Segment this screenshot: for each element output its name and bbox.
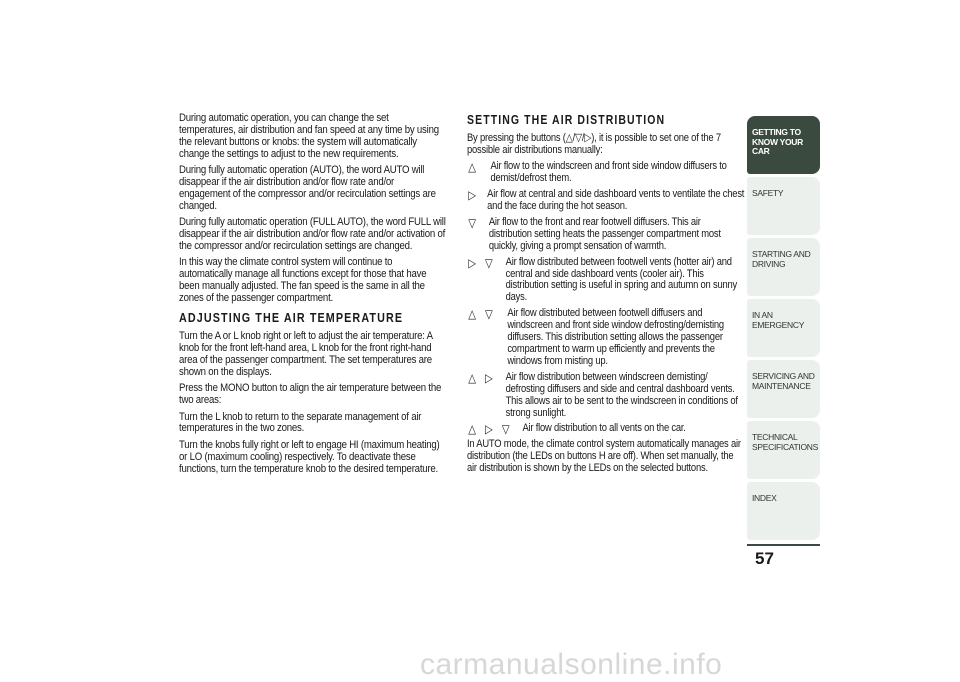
distribution-item-footwell-dashboard [467, 257, 744, 305]
paragraph: During automatic operation, you can change the set temperatures, air distribution and fan speed at any time by using the relevant buttons or knobs: the system will automatically change the settings to adjust to the new requirements. [179, 112, 439, 160]
windscreen-distribution-icon: △ [468, 307, 476, 322]
icon-group [467, 215, 484, 230]
distribution-item-all-vents [467, 423, 744, 435]
separator: / [572, 132, 576, 144]
footwell-distribution-icon: ▽ [468, 215, 476, 230]
tab-getting-to-know-your-car[interactable]: GETTING TO KNOW YOUR CAR [747, 116, 820, 174]
sidebar-divider [747, 544, 820, 546]
dashboard-vents-distribution-icon: ▷ [468, 255, 476, 270]
icon-group [467, 424, 517, 436]
distribution-text: Air flow to the front and rear footwell diffusers. This air distribution setting heats the passenger compartment most quickly, giving a prompt sensation of warmth. [488, 215, 721, 252]
dashboard-vents-distribution-icon: ▷ [485, 370, 493, 385]
right-column [467, 113, 744, 480]
paragraph: During fully automatic operation (FULL AUTO), the word FULL will disappear if the air distribution and/or flow rate and/or activation of the compressor and/or recirculation settings are changed. [179, 216, 446, 253]
left-column [179, 113, 446, 480]
windscreen-distribution-icon: △ [468, 160, 476, 175]
distribution-text: Air flow distribution between windscreen demisting/ defrosting diffusers and side and central dashboard vents. This allows air to be sent to the windscreen in conditions of strong sunlight. [505, 370, 738, 419]
dashboard-vents-distribution-icon: ▷ [584, 132, 592, 144]
icon-group [467, 162, 484, 174]
distribution-text: Air flow distributed between footwell diffusers and windscreen and front side window defrosting/demisting diffusers. This distribution setting allows the passenger compartment to warm up efficiently and prevents the windows from misting up. [507, 307, 724, 367]
paragraph: During fully automatic operation (AUTO), the word AUTO will disappear if the air distribution and/or flow rate and/or engagement of the compressor and/or recirculation settings are changed. [179, 164, 436, 212]
windscreen-distribution-icon: △ [468, 370, 476, 385]
chapter-sidebar [747, 116, 820, 543]
icon-group [467, 255, 501, 270]
distribution-item-windscreen-dashboard [467, 372, 744, 420]
distribution-item-dashboard-vents [467, 189, 744, 213]
distribution-text: Air flow at central and side dashboard vents to ventilate the chest and the face during the hot season. [487, 188, 745, 213]
tab-safety[interactable]: SAFETY [747, 177, 820, 235]
windscreen-distribution-icon: △ [565, 132, 573, 144]
footwell-distribution-icon: ▽ [501, 422, 510, 437]
paragraph: Turn the L knob to return to the separate management of air temperatures in the two zones. [179, 410, 422, 435]
icon-group [467, 309, 501, 321]
footwell-distribution-icon: ▽ [485, 255, 493, 270]
intro-text: ), it is possible to set one of the 7 possible air distributions manually: [467, 132, 721, 156]
paragraph: Turn the knobs fully right or left to engage HI (maximum heating) or LO (maximum cooling) respectively. To deactivate these functions, turn the temperature knob to the desired temperature. [179, 438, 440, 475]
intro-text: By pressing the buttons ( [467, 132, 566, 144]
tab-index[interactable]: INDEX [747, 482, 820, 540]
footwell-distribution-icon: ▽ [485, 307, 493, 322]
icon-group [467, 190, 484, 202]
intro-paragraph [467, 133, 744, 157]
icon-group [467, 370, 501, 385]
distribution-item-windscreen [467, 161, 744, 185]
tab-starting-and-driving[interactable]: STARTING AND DRIVING [747, 238, 820, 296]
distribution-text: Air flow distributed between footwell vents (hotter air) and central and side dashboard vents (cooler air). This distribution setting is useful in spring and autumn on sunny days. [505, 255, 738, 304]
closing-paragraph: In AUTO mode, the climate control system automatically manages air distribution (the LEDs on buttons H are off). When set manually, the air distribution is shown by the LEDs on the selected buttons. [467, 438, 741, 475]
distribution-text: Air flow to the windscreen and front side window diffusers to demist/defrost them. [490, 160, 727, 185]
distribution-text: Air flow distribution to all vents on the car. [522, 422, 686, 435]
distribution-item-footwell [467, 217, 744, 253]
separator: / [581, 132, 585, 144]
section-heading-air-temperature: ADJUSTING THE AIR TEMPERATURE [179, 311, 404, 326]
tab-in-an-emergency[interactable]: IN AN EMERGENCY [747, 299, 820, 357]
footwell-distribution-icon: ▽ [575, 132, 582, 144]
paragraph: Press the MONO button to align the air temperature between the two areas: [179, 382, 442, 407]
section-heading-air-distribution: SETTING THE AIR DISTRIBUTION [467, 113, 666, 127]
paragraph: Turn the A or L knob right or left to adjust the air temperature: A knob for the front left-hand area, L knob for the front right-hand area of the passenger compartment. The set temperatures are shown on the displays. [179, 330, 433, 378]
paragraph: In this way the climate control system will continue to automatically manage all functions except for those that have been manually adjusted. The fan speed is the same in all the zones of the passenger compartment. [179, 256, 427, 305]
page-number: 57 [755, 549, 774, 568]
dashboard-vents-distribution-icon: ▷ [468, 188, 476, 203]
dashboard-vents-distribution-icon: ▷ [485, 422, 493, 437]
watermark: carmanualsonline.info [420, 648, 723, 681]
distribution-item-footwell-windscreen [467, 308, 744, 368]
windscreen-distribution-icon: △ [468, 422, 476, 437]
tab-technical-specifications[interactable]: TECHNICAL SPECIFICATIONS [747, 421, 820, 479]
tab-servicing-and-maintenance[interactable]: SERVICING AND MAINTENANCE [747, 360, 820, 418]
